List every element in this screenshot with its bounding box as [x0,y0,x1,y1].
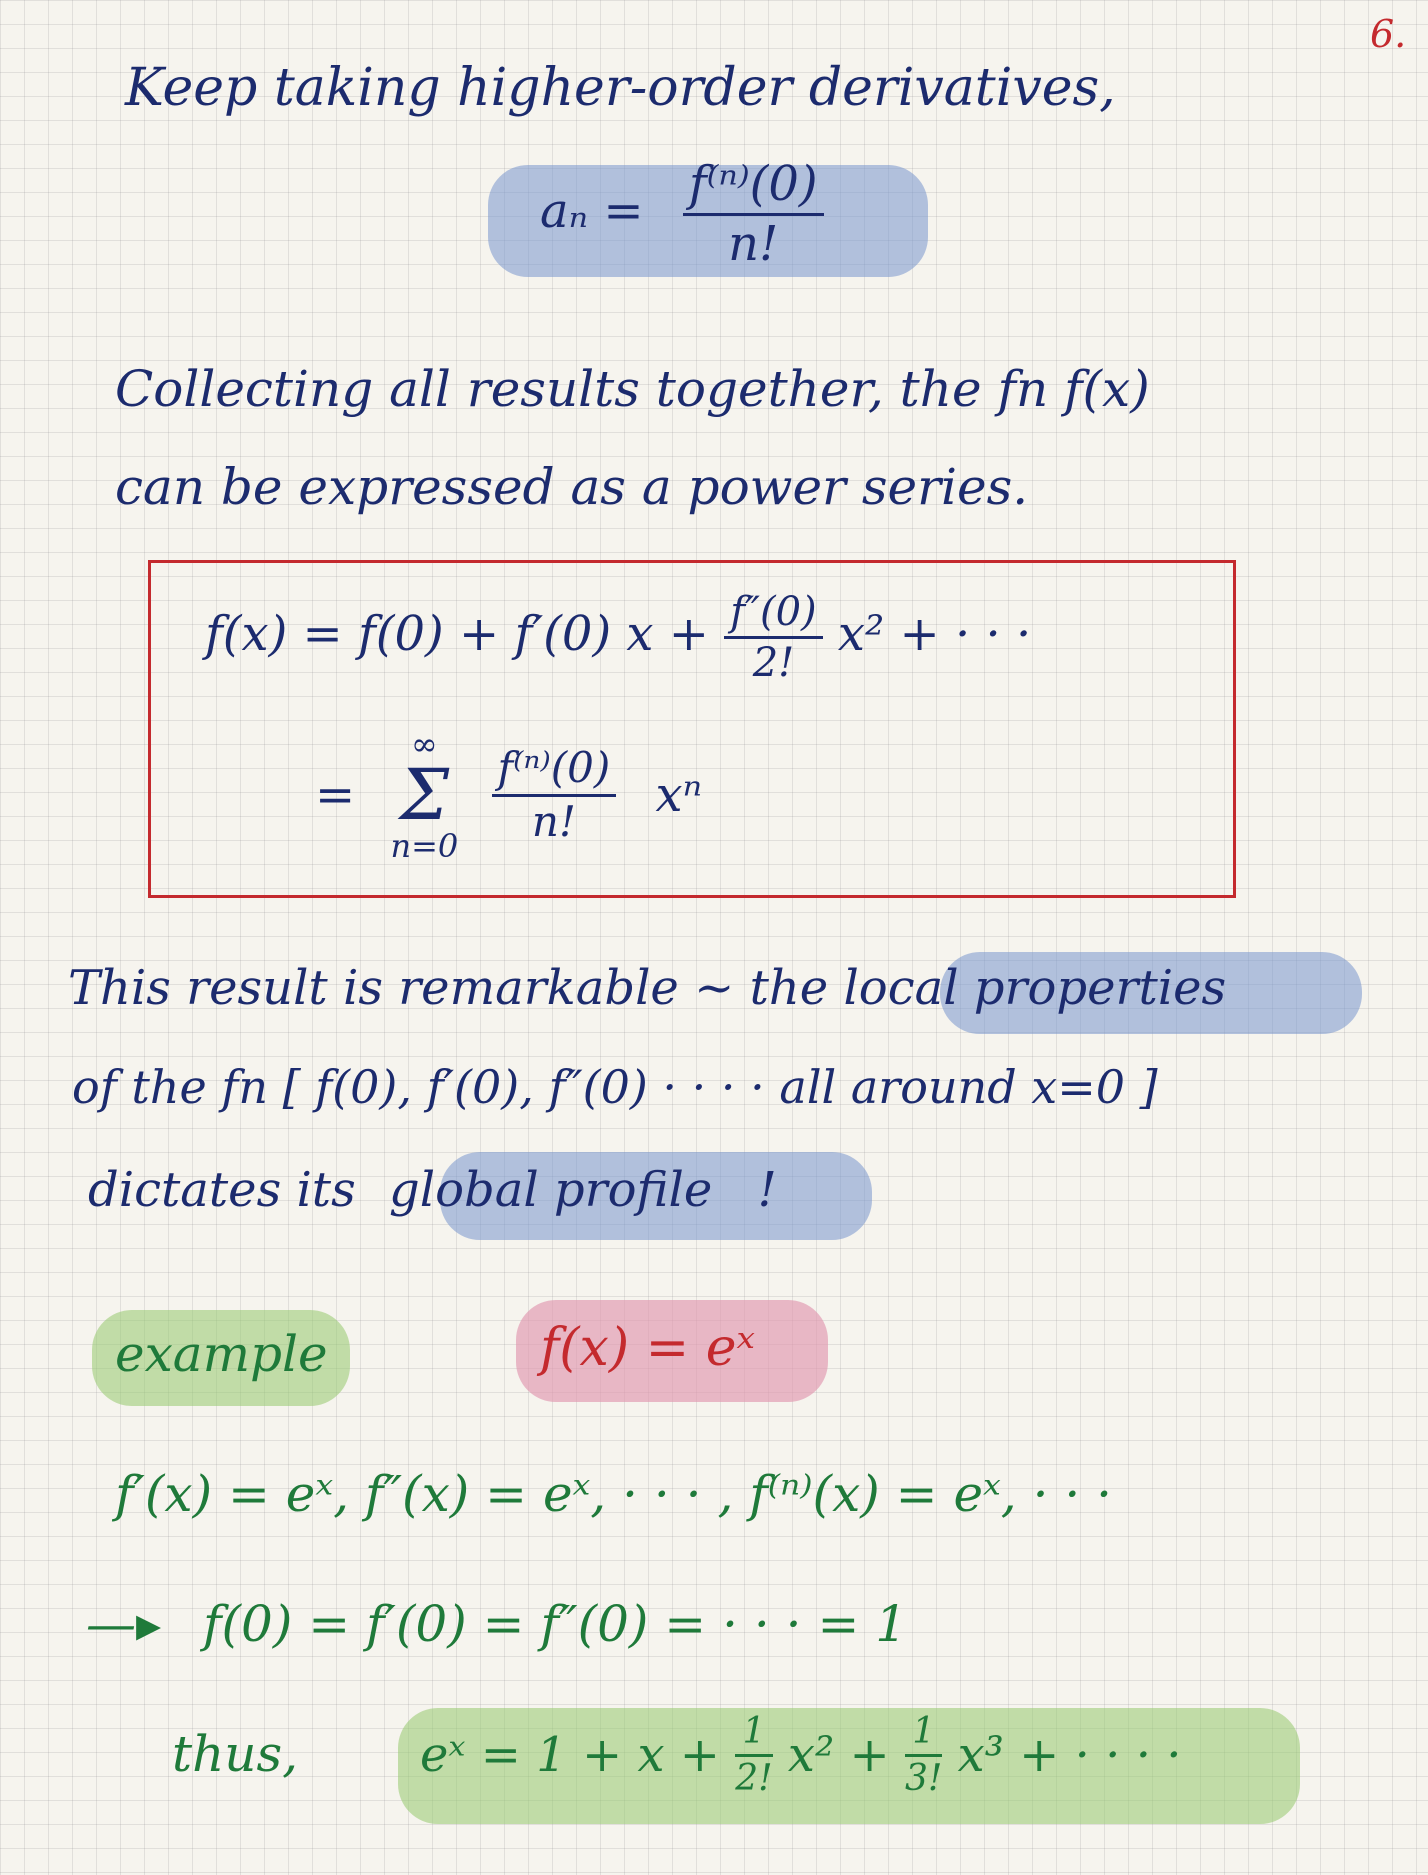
sigma-lower: n=0 [390,827,459,865]
row1-denominator: 2! [752,640,795,686]
an-numerator: f⁽ⁿ⁾(0) [683,158,824,216]
exp-series [420,1712,1181,1798]
arrow-icon: —▸ [86,1595,162,1653]
row2-numerator: f⁽ⁿ⁾(0) [492,745,617,796]
intro-line: Keep taking higher-order derivatives, [125,58,1116,118]
sigma-upper: ∞ [411,725,438,763]
page-number: 6. [1370,12,1407,56]
row1-fraction [724,590,822,685]
example-function: f(x) = eˣ [540,1318,756,1378]
row2-equals: = [315,767,356,823]
an-formula [540,158,824,271]
series-tail: x³ + · · · · [957,1727,1182,1784]
remark-line3 [88,1162,777,1218]
an-fraction [683,158,824,271]
sigma-symbol: Σ [399,754,450,836]
series-frac-2 [905,1712,942,1798]
series-lead: eˣ = 1 + x + [420,1727,720,1784]
series-frac-2-den: 3! [904,1757,943,1799]
power-series-row2 [315,725,703,865]
global-profile-text: global profile [389,1162,713,1218]
exclamation: ! [757,1162,777,1218]
remark-line3-text: dictates its [88,1162,356,1218]
values-text: f(0) = f′(0) = f″(0) = · · · = 1 [203,1595,908,1653]
summation-sign [390,725,459,865]
row2-denominator: n! [531,796,576,846]
values-line [86,1595,907,1653]
remark-line1-text: This result is remarkable ~ the [68,960,829,1016]
series-frac-1-num: 1 [735,1712,772,1757]
row1-numerator: f″(0) [724,590,822,639]
remark-line1 [68,960,1226,1016]
row1-tail: x² + · · · [837,606,1032,662]
example-label: example [115,1325,328,1383]
power-series-line: can be expressed as a power series. [115,458,1029,516]
series-frac-1 [735,1712,772,1798]
row2-tail: xⁿ [655,767,703,823]
series-mid: x² + [787,1727,890,1784]
local-properties-text: local properties [843,960,1227,1016]
derivative-line: f′(x) = eˣ, f″(x) = eˣ, · · · , f⁽ⁿ⁾(x) = eˣ, · · · [115,1465,1113,1523]
remark-line2: of the fn [ f(0), f′(0), f″(0) · · · · all around x=0 ] [72,1060,1158,1114]
collecting-line: Collecting all results together, the fn f(x) [115,360,1150,418]
an-denominator: n! [728,215,779,272]
series-frac-1-den: 2! [735,1757,773,1799]
row1-lead: f(x) = f(0) + f′(0) x + [205,606,709,662]
series-frac-2-num: 1 [905,1712,942,1757]
row2-fraction [492,745,617,844]
an-lhs: aₙ = [540,182,644,239]
thus-label: thus, [172,1725,299,1783]
power-series-row1 [205,590,1031,685]
